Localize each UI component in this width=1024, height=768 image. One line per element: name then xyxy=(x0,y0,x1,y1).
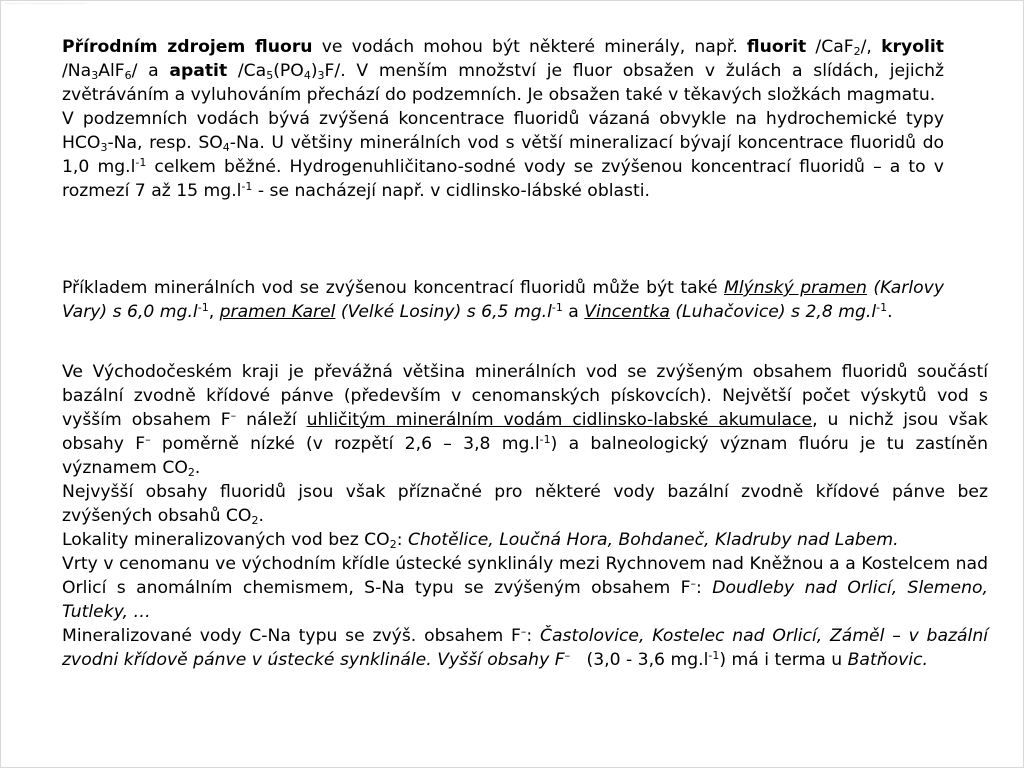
text-block-east-bohemia xyxy=(62,360,988,672)
superscript: – xyxy=(564,649,571,662)
italic-run: Batňovic. xyxy=(847,650,928,670)
text-run: Příkladem minerálních vod se zvýšenou koncentrací fluoridů může být také xyxy=(62,278,725,298)
slide-header-text: ~~~~~~~~~~~~~~~~~~~~~~~~~~~~~~~~~ xyxy=(4,1,87,5)
paragraph-east-bohemia xyxy=(62,360,988,480)
italic-run: (Velké Losiny) s 6,5 mg.l xyxy=(335,302,552,322)
subscript: 5 xyxy=(266,69,274,82)
text-run: ) a balneologický význam fluóru je tu zastíněn významem CO xyxy=(62,434,988,478)
superscript: -1 xyxy=(708,649,720,662)
paragraph-highest-contents xyxy=(62,480,988,528)
mineral-kryolit: kryolit xyxy=(881,37,944,57)
text-run: V podzemních vodách bývá zvýšená koncentrace fluoridů vázaná obvykle na hydrochemické typy HCO xyxy=(62,109,944,153)
text-run: Ve Východočeském kraji je převážná většina minerálních vod se zvýšeným obsahem fluoridů součástí bazální zvodně křídové pánve (především v cenomanských pískovcích). Největší počet výskytů vod s vyšším obsahem F xyxy=(62,362,988,430)
text-block-fluorine-sources xyxy=(62,35,944,203)
subscript: 6 xyxy=(124,69,132,82)
superscript: -1 xyxy=(539,433,551,446)
text-run: , xyxy=(208,302,220,322)
link-cidlinsko-labske-akumulace[interactable]: uhličitým minerálním vodám cidlinsko-labské akumulace xyxy=(306,410,813,430)
text-run: Nejvyšší obsahy fluoridů jsou však příznačné pro některé vody bazální zvodně křídové pánve bez zvýšených obsahů CO xyxy=(62,482,988,526)
subscript: 2 xyxy=(187,466,195,479)
superscript: -1 xyxy=(197,301,209,314)
subscript: 3 xyxy=(91,69,99,82)
italic-run: Častolovice, Kostelec nad Orlicí, Záměl – v bazální zvodni křídově pánve v ústecké synklinále. Vyšší obsahy F xyxy=(62,626,988,670)
paragraph-natural-sources xyxy=(62,35,944,107)
subscript: 4 xyxy=(303,69,311,82)
text-run: : xyxy=(526,626,540,646)
subscript: 3 xyxy=(100,141,108,154)
superscript: -1 xyxy=(876,301,888,314)
text-run: -Na. U většiny minerálních vod s větší mineralizací bývají koncentrace fluoridů do 1,0 mg.l xyxy=(62,133,945,177)
subscript: 2 xyxy=(389,538,397,551)
text-run: celkem běžné. Hydrogenuhličitano-sodné vody se zvýšenou koncentrací fluoridů – a to v rozmezí 7 až 15 mg.l xyxy=(62,157,944,201)
text-run: F/. V menším množství je fluor obsažen v žulách a slídách, jejichž zvětráváním a vyluhováním přechází do podzemních. Je obsažen také v těkavých složkách magmatu. xyxy=(62,61,944,105)
italic-run: Doudleby nad Orlicí, Slemeno, Tutleky, … xyxy=(62,578,988,622)
text-run: : xyxy=(696,578,713,598)
formula-run: /Na xyxy=(62,61,92,81)
superscript: -1 xyxy=(551,301,563,314)
text-run: Vrty v cenomanu ve východním křídle ústecké synklinály mezi Rychnovem nad Kněžnou a a Kostelcem nad Orlicí s anomálním chemismem, S-Na typu se zvýšeným obsahem F xyxy=(62,554,988,598)
italic-run: (Luhačovice) s 2,8 mg.l xyxy=(669,302,877,322)
text-run: Lokality mineralizovaných vod bez CO xyxy=(62,530,390,550)
text-run: ) má i terma u xyxy=(719,650,848,670)
link-pramen-karel[interactable]: pramen Karel xyxy=(219,302,336,322)
formula-run: /CaF xyxy=(806,37,854,57)
superscript: – xyxy=(230,409,237,422)
text-run: - se nacházejí např. v cidlinsko-lábské oblasti. xyxy=(252,181,650,201)
text-run: (3,0 - 3,6 mg.l xyxy=(570,650,709,670)
superscript: -1 xyxy=(135,156,147,169)
subscript: 4 xyxy=(222,141,230,154)
paragraph-cenoman-wells xyxy=(62,552,988,624)
superscript: – xyxy=(690,577,697,590)
formula-run: ) xyxy=(310,61,318,81)
formula-run: / a xyxy=(131,61,170,81)
superscript: – xyxy=(145,433,151,446)
paragraph-localities xyxy=(62,528,988,552)
text-run: Mineralizované vody C-Na typu se zvýš. obsahem F xyxy=(62,626,521,646)
text-run: , u nichž jsou však obsahy F xyxy=(62,410,989,454)
formula-run: (PO xyxy=(273,61,304,81)
superscript: -1 xyxy=(241,180,253,193)
text-run: ve vodách mohou být některé minerály, např. xyxy=(312,37,747,57)
text-run: . xyxy=(887,302,893,322)
link-vincentka[interactable]: Vincentka xyxy=(584,302,670,322)
text-run: poměrně nízké (v rozpětí 2,6 – 3,8 mg.l xyxy=(150,434,540,454)
mineral-apatit: apatit xyxy=(169,61,228,81)
link-mlynsky-pramen[interactable]: Mlýnský pramen xyxy=(724,278,867,298)
formula-run: /, xyxy=(860,37,882,57)
superscript: – xyxy=(520,625,527,638)
text-run: . xyxy=(258,506,264,526)
text-run: -Na, resp. SO xyxy=(107,133,223,153)
subscript: 3 xyxy=(317,69,325,82)
formula-run: AlF xyxy=(98,61,125,81)
text-run: : xyxy=(396,530,408,550)
mineral-fluorit: fluorit xyxy=(746,37,807,57)
text-block-examples xyxy=(62,276,944,324)
formula-run: /Ca xyxy=(227,61,267,81)
text-run: a xyxy=(562,302,585,322)
italic-run: Chotělice, Loučná Hora, Bohdaneč, Kladruby nad Labem. xyxy=(407,530,899,550)
subscript: 2 xyxy=(251,514,259,527)
text-run: náleží xyxy=(236,410,307,430)
paragraph-c-na-waters xyxy=(62,624,988,672)
bold-term: Přírodním zdrojem fluoru xyxy=(62,37,313,57)
italic-run: (Karlovy Vary) s 6,0 mg.l xyxy=(62,278,945,322)
subscript: 2 xyxy=(853,45,861,58)
text-run: . xyxy=(194,458,201,478)
paragraph-groundwater xyxy=(62,107,944,203)
paragraph-mineral-water-examples xyxy=(62,276,944,324)
